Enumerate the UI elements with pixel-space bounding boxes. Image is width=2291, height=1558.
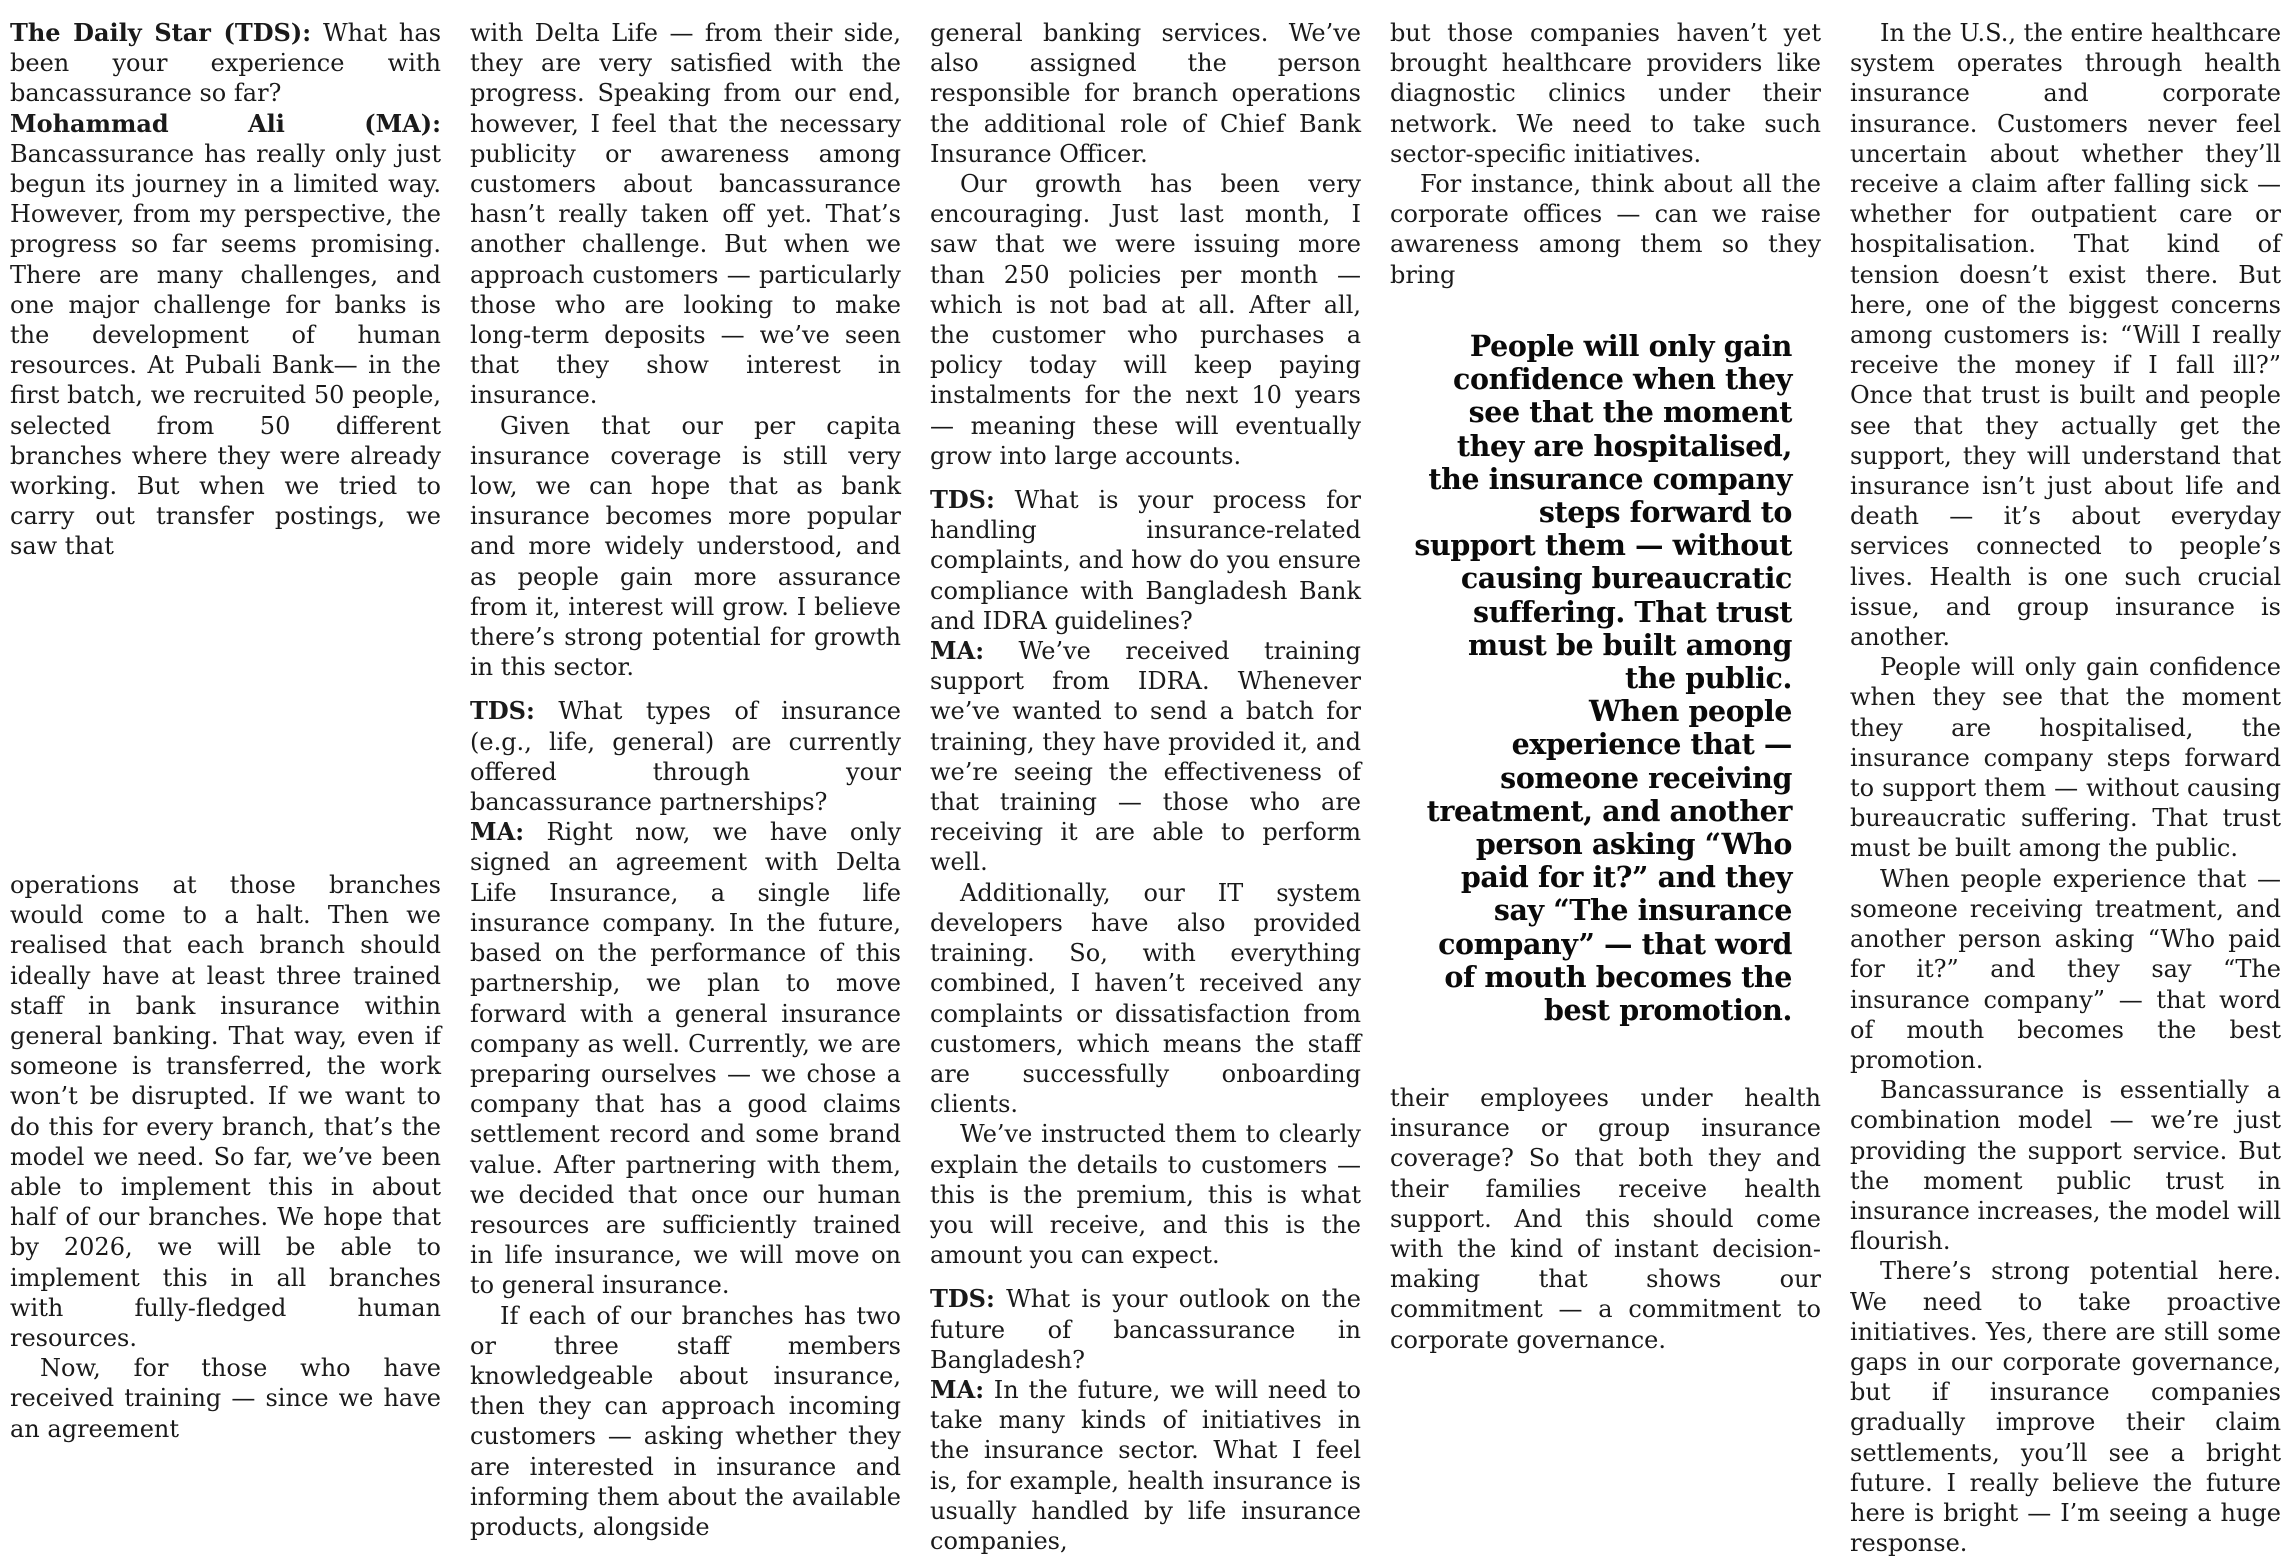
pull-quote-line: best promotion. [1544, 993, 1792, 1028]
speaker-label: TDS: [930, 1284, 995, 1314]
paragraph [930, 485, 1361, 636]
paragraph [470, 696, 901, 817]
paragraph [930, 1284, 1361, 1375]
column-3 [930, 18, 1361, 1556]
paragraph-text: We’ve received training support from IDRA. Whenever we’ve wanted to send a batch for training, they have provided it, and we’re seeing the effectiveness of that training — those who are receiving it are able to perform well. [930, 637, 1361, 877]
column-5 [1850, 18, 2281, 1558]
paragraph: When people experience that — someone receiving treatment, and another person asking “Who paid for it?” and they say “The insurance company” — that word of mouth becomes the best promotion. [1850, 864, 2281, 1074]
speaker-label: Mohammad Ali (MA): [10, 108, 441, 138]
paragraph: For instance, think about all the corporate offices — can we raise awareness among them so they bring [1390, 170, 1821, 289]
speaker-label: MA: [930, 1374, 985, 1404]
paragraph: In the U.S., the entire healthcare system operates through health insurance and corporate insurance. Customers never feel uncertain about whether they’ll receive a claim after falling sick — whether for outpatient care or hospitalisation. That kind of tension doesn’t exist there. But here, one of the biggest concerns among customers is: “Will I really receive the money if I fall ill?” Once that trust is built and people see that they actually get the support, they will understand that insurance isn’t just about life and death — it’s about everyday services connected to people’s lives. Health is one such crucial issue, and group insurance is another. [1850, 19, 2282, 652]
pull-quote-line: say “The insurance [1493, 893, 1792, 928]
paragraph-text: What is your outlook on the future of bancassurance in Bangladesh? [930, 1285, 1361, 1374]
pull-quote-line: person asking “Who [1475, 827, 1792, 862]
paragraph-text: What is your process for handling insurance-related complaints, and how do you ensure compliance with Bangladesh Bank and IDRA guidelines? [930, 486, 1361, 635]
pull-quote-line: treatment, and another [1426, 793, 1792, 828]
speaker-label: MA: [930, 636, 985, 666]
paragraph-text: What types of insurance (e.g., life, general) are currently offered through your bancassurance partnerships? [470, 697, 901, 817]
paragraph: but those companies haven’t yet brought healthcare providers like diagnostic clinics under their network. We need to take such sector-specific initiatives. [1390, 19, 1821, 168]
speaker-label: TDS: [470, 696, 535, 726]
pull-quote-line: suffering. That trust [1473, 594, 1792, 629]
column-4-top [1390, 18, 1821, 290]
paragraph: their employees under health insurance or group insurance coverage? So that both they and their families receive health support. And this should come with the kind of instant decision-making that shows our commitment — a commitment to corporate governance. [1390, 1084, 1821, 1354]
paragraph: Additionally, our IT system developers have also provided training. So, with everything combined, I haven’t received any complaints or dissatisfaction from customers, which means the staff are successfully onboarding clients. [930, 878, 1361, 1119]
paragraph [930, 636, 1361, 878]
column-1-bottom [10, 870, 441, 1444]
paragraph [10, 18, 441, 109]
pull-quote-line: company” — that word [1438, 926, 1792, 961]
paragraph [10, 109, 441, 562]
speaker-label: TDS: [930, 485, 995, 515]
pull-quote-line: People will only gain [1469, 329, 1792, 363]
paragraph-text: Right now, we have only signed an agreement with Delta Life Insurance, a single life insurance company. In the future, based on the performance of this partnership, we plan to move forward with a general insurance company as well. Currently, we are preparing ourselves — we chose a company that has a good claims settlement record and some brand value. After partnering with them, we decided that once our human resources are sufficiently trained in life insurance, we will move on to general insurance. [470, 818, 901, 1300]
paragraph [470, 817, 901, 1300]
pull-quote-line: support them — without [1414, 528, 1792, 563]
column-2 [470, 18, 901, 1542]
paragraph: with Delta Life — from their side, they are very satisfied with the progress. Speaking from our end, however, I feel that the necessary publicity or awareness among customers about bancassurance hasn’t really taken off yet. That’s another challenge. But when we approach customers — particularly those who are looking to make long-term deposits — we’ve seen that they show interest in insurance. [470, 19, 901, 410]
paragraph-text: What has been your experience with bancassurance so far? [10, 19, 442, 108]
paragraph: Now, for those who have received training — since we have an agreement [10, 1354, 441, 1443]
paragraph: There’s strong potential here. We need to take proactive initiatives. Yes, there are still some gaps in our corporate governance, but if insurance companies gradually improve their claim settlements, you’ll see a bright future. I really believe the future here is bright — I’m seeing a huge response. [1850, 1257, 2281, 1558]
pull-quote-line: the insurance company [1428, 461, 1792, 496]
pull-quote-line: someone receiving [1500, 760, 1792, 795]
paragraph-text: Bancassurance has really only just begun its journey in a limited way. However, from my perspective, the progress so far seems promising. There are many challenges, and one major challenge for banks is the development of human resources. At Pubali Bank— in the first batch, we recruited 50 people, selected from 50 different branches where they were already working. But when we tried to carry out transfer postings, we saw that [10, 139, 441, 561]
paragraph-text: In the future, we will need to take many kinds of initiatives in the insurance sector. What I feel is, for example, health insurance is usually handled by life insurance companies, [930, 1375, 1361, 1555]
column-1-top [10, 18, 441, 562]
pull-quote-line: they are hospitalised, [1456, 428, 1792, 463]
paragraph: Given that our per capita insurance coverage is still very low, we can hope that as bank insurance becomes more popular and more widely understood, and as people gain more assurance from it, interest will grow. I believe there’s strong potential for growth in this sector. [470, 411, 901, 682]
paragraph: Our growth has been very encouraging. Just last month, I saw that we were issuing more than 250 policies per month — which is not bad at all. After all, the customer who purchases a policy today will keep paying instalments for the next 10 years — meaning these will eventually grow into large accounts. [930, 170, 1361, 470]
paragraph: operations at those branches would come to a halt. Then we realised that each branch should ideally have at least three trained staff in bank insurance within general banking. That way, even if someone is transferred, the work won’t be disrupted. If we want to do this for every branch, that’s the model we need. So far, we’ve been able to implement this in about half of our branches. We hope that by 2026, we will be able to implement this in all branches with fully-fledged human resources. [10, 871, 441, 1353]
pull-quote [1400, 330, 1792, 1027]
pull-quote-line: experience that — [1511, 727, 1792, 762]
pull-quote-line: see that the moment [1468, 395, 1792, 430]
paragraph: If each of our branches has two or three staff members knowledgeable about insurance, then they can approach incoming customers — asking whether they are interested in insurance and informing them about the available products, alongside [470, 1301, 901, 1541]
paragraph [930, 1375, 1361, 1556]
paragraph: Bancassurance is essentially a combination model — we’re just providing the support service. But the moment public trust in insurance increases, the model will flourish. [1850, 1076, 2281, 1256]
pull-quote-line: the public. [1624, 661, 1792, 696]
column-4-bottom [1390, 1083, 1821, 1355]
pull-quote-line: confidence when they [1453, 362, 1792, 397]
speaker-label: MA: [470, 817, 525, 847]
pull-quote-line: causing bureaucratic [1460, 561, 1792, 596]
paragraph: People will only gain confidence when they see that the moment they are hospitalised, the insurance company steps forward to support them — without causing bureaucratic suffering. That trust must be built among the public. [1850, 653, 2281, 863]
pull-quote-line: paid for it?” and they [1460, 860, 1792, 895]
paragraph: We’ve instructed them to clearly explain the details to customers — this is the premium, this is what you will receive, and this is the amount you can expect. [930, 1120, 1361, 1270]
pull-quote-line: steps forward to [1538, 495, 1792, 530]
speaker-label: The Daily Star (TDS): [10, 18, 312, 47]
pull-quote-line: When people [1588, 694, 1792, 729]
paragraph: general banking services. We’ve also assigned the person responsible for branch operations the additional role of Chief Bank Insurance Officer. [930, 19, 1361, 168]
pull-quote-line: must be built among [1467, 627, 1792, 662]
pull-quote-line: of mouth becomes the [1444, 959, 1792, 994]
